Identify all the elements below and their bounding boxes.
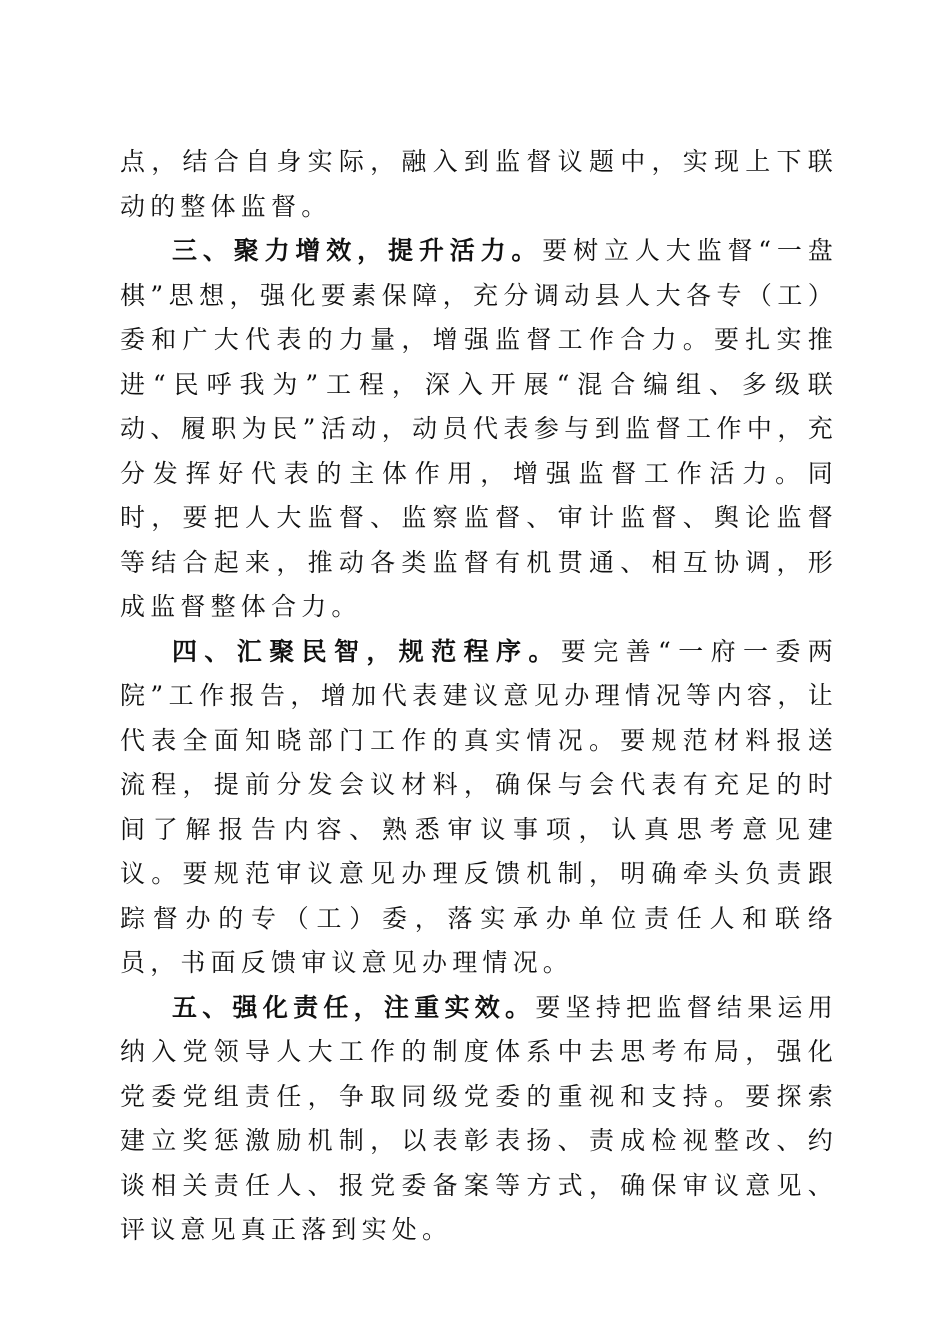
paragraph-section-five [120, 986, 838, 1253]
document-body [120, 140, 838, 1253]
paragraph-body: 点，结合自身实际，融入到监督议题中，实现上下联动的整体监督。 [120, 147, 838, 221]
paragraph-section-three [120, 229, 838, 630]
paragraph-body: 要完善“一府一委两院”工作报告，增加代表建议意见办理情况等内容，让代表全面知晓部门工作的真实情况。要规范材料报送流程，提前分发会议材料，确保与会代表有充足的时间了解报告内容、熟悉审议事项，认真思考意见建议。要规范审议意见办理反馈机制，明确牵头负责跟踪督办的专（工）委，落实承办单位责任人和联络员，书面反馈审议意见办理情况。 [120, 636, 838, 977]
paragraph-body: 要树立人大监督“一盘棋”思想，强化要素保障，充分调动县人大各专（工）委和广大代表的力量，增强监督工作合力。要扎实推进“民呼我为”工程，深入开展“混合编组、多级联动、履职为民”活动，动员代表参与到监督工作中，充分发挥好代表的主体作用，增强监督工作活力。同时，要把人大监督、监察监督、审计监督、舆论监督等结合起来，推动各类监督有机贯通、相互协调，形成监督整体合力。 [120, 236, 838, 621]
paragraph-continuation [120, 140, 838, 229]
paragraph-body: 要坚持把监督结果运用纳入党领导人大工作的制度体系中去思考布局，强化党委党组责任，争取同级党委的重视和支持。要探索建立奖惩激励机制，以表彰表扬、责成检视整改、约谈相关责任人、报党委备案等方式，确保审议意见、评议意见真正落到实处。 [120, 992, 838, 1244]
section-heading: 四、汇聚民智，规范程序。 [172, 636, 561, 666]
section-heading: 三、聚力增效，提升活力。 [172, 236, 543, 265]
section-heading: 五、强化责任，注重实效。 [172, 992, 536, 1022]
paragraph-section-four [120, 630, 838, 986]
